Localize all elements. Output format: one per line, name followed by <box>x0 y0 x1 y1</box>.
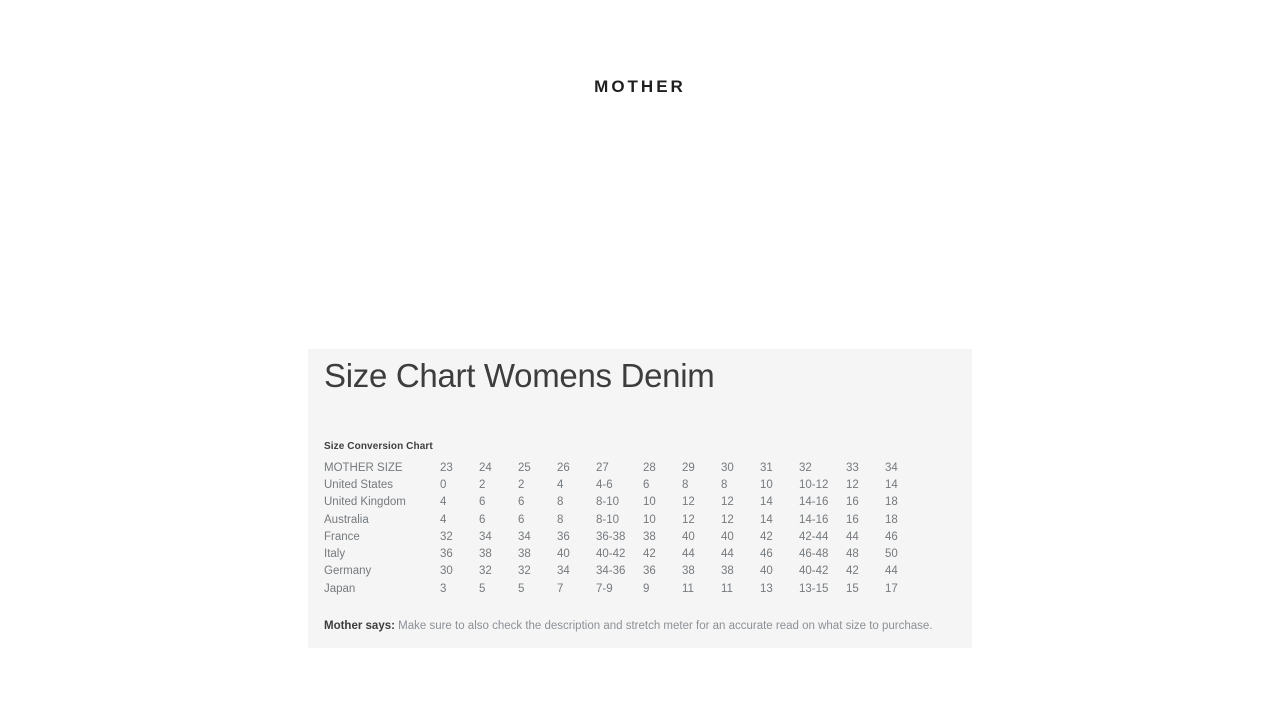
size-value-cell: 8-10 <box>596 496 620 509</box>
size-value-cell: 40 <box>760 565 773 578</box>
table-row <box>324 494 924 511</box>
size-value-cell: 2 <box>518 478 525 491</box>
size-chart-panel <box>308 349 972 648</box>
size-value-cell: 8-10 <box>596 513 620 526</box>
size-value-cell: 5 <box>518 582 525 595</box>
size-value-cell: 8 <box>721 478 728 491</box>
size-value-cell: 12 <box>846 478 859 491</box>
size-value-cell: 9 <box>643 582 650 595</box>
table-row <box>324 511 924 528</box>
row-label-cell: Italy <box>324 548 346 561</box>
size-value-cell: 38 <box>721 565 734 578</box>
size-value-cell: 32 <box>479 565 492 578</box>
size-value-cell: 6 <box>518 513 525 526</box>
size-value-cell: 4-6 <box>596 478 613 491</box>
note-text: Make sure to also check the description and stretch meter for an accurate read on what size to purchase. <box>394 620 933 633</box>
size-value-cell: 46-48 <box>799 548 829 561</box>
table-row <box>324 580 924 597</box>
size-value-cell: 36 <box>557 530 570 543</box>
size-value-cell: 5 <box>479 582 486 595</box>
size-value-cell: 27 <box>596 461 609 474</box>
size-value-cell: 38 <box>643 530 656 543</box>
table-row <box>324 563 924 580</box>
size-value-cell: 40 <box>682 530 695 543</box>
size-value-cell: 14 <box>760 496 773 509</box>
size-value-cell: 6 <box>479 513 486 526</box>
brand-logo: MOTHER <box>594 77 686 96</box>
size-value-cell: 38 <box>518 548 531 561</box>
size-value-cell: 10 <box>760 478 773 491</box>
size-value-cell: 28 <box>643 461 656 474</box>
size-value-cell: 44 <box>721 548 734 561</box>
size-value-cell: 6 <box>518 496 525 509</box>
size-value-cell: 14-16 <box>799 496 829 509</box>
size-value-cell: 32 <box>440 530 453 543</box>
size-value-cell: 42 <box>760 530 773 543</box>
size-value-cell: 34-36 <box>596 565 626 578</box>
size-value-cell: 12 <box>721 513 734 526</box>
size-value-cell: 34 <box>885 461 898 474</box>
mother-says-note <box>324 620 956 632</box>
size-value-cell: 44 <box>682 548 695 561</box>
size-value-cell: 38 <box>682 565 695 578</box>
size-value-cell: 14 <box>885 478 898 491</box>
size-value-cell: 11 <box>682 582 694 595</box>
size-value-cell: 40 <box>721 530 734 543</box>
size-value-cell: 25 <box>518 461 531 474</box>
size-value-cell: 8 <box>557 496 564 509</box>
size-value-cell: 4 <box>440 513 447 526</box>
size-value-cell: 36 <box>440 548 453 561</box>
size-value-cell: 18 <box>885 513 898 526</box>
size-value-cell: 29 <box>682 461 695 474</box>
size-value-cell: 44 <box>885 565 898 578</box>
size-value-cell: 12 <box>721 496 734 509</box>
row-label-cell: United Kingdom <box>324 496 406 509</box>
size-value-cell: 16 <box>846 496 859 509</box>
size-value-cell: 46 <box>885 530 898 543</box>
size-value-cell: 36 <box>643 565 656 578</box>
size-value-cell: 36-38 <box>596 530 626 543</box>
size-value-cell: 15 <box>846 582 859 595</box>
size-conversion-table <box>324 459 924 597</box>
size-value-cell: 10 <box>643 513 656 526</box>
size-value-cell: 12 <box>682 496 695 509</box>
table-row <box>324 459 924 476</box>
size-value-cell: 7-9 <box>596 582 613 595</box>
size-value-cell: 40-42 <box>799 565 829 578</box>
size-value-cell: 34 <box>557 565 570 578</box>
size-value-cell: 42 <box>846 565 859 578</box>
size-value-cell: 18 <box>885 496 898 509</box>
size-value-cell: 14 <box>760 513 773 526</box>
size-value-cell: 42 <box>643 548 656 561</box>
size-value-cell: 7 <box>557 582 564 595</box>
size-value-cell: 40-42 <box>596 548 626 561</box>
size-value-cell: 23 <box>440 461 453 474</box>
size-value-cell: 30 <box>721 461 734 474</box>
note-label: Mother says: <box>324 620 395 633</box>
size-value-cell: 44 <box>846 530 859 543</box>
size-value-cell: 50 <box>885 548 898 561</box>
size-value-cell: 6 <box>479 496 486 509</box>
size-value-cell: 2 <box>479 478 486 491</box>
row-label-cell: Australia <box>324 513 369 526</box>
size-value-cell: 32 <box>799 461 812 474</box>
size-value-cell: 46 <box>760 548 773 561</box>
size-value-cell: 14-16 <box>799 513 829 526</box>
size-value-cell: 3 <box>440 582 447 595</box>
size-conversion-chart-label: Size Conversion Chart <box>324 441 433 452</box>
size-value-cell: 32 <box>518 565 531 578</box>
table-row <box>324 476 924 493</box>
size-value-cell: 38 <box>479 548 492 561</box>
size-value-cell: 40 <box>557 548 570 561</box>
size-value-cell: 31 <box>760 461 773 474</box>
size-value-cell: 13 <box>760 582 773 595</box>
size-value-cell: 26 <box>557 461 570 474</box>
size-value-cell: 33 <box>846 461 859 474</box>
size-value-cell: 10 <box>643 496 656 509</box>
size-value-cell: 10-12 <box>799 478 829 491</box>
size-value-cell: 16 <box>846 513 859 526</box>
row-label-cell: France <box>324 530 360 543</box>
size-value-cell: 17 <box>885 582 898 595</box>
row-label-cell: MOTHER SIZE <box>324 461 403 474</box>
row-label-cell: United States <box>324 478 394 491</box>
size-value-cell: 42-44 <box>799 530 829 543</box>
size-value-cell: 24 <box>479 461 492 474</box>
size-value-cell: 4 <box>440 496 447 509</box>
size-value-cell: 6 <box>643 478 650 491</box>
row-label-cell: Japan <box>324 582 356 595</box>
size-value-cell: 11 <box>721 582 733 595</box>
size-value-cell: 30 <box>440 565 453 578</box>
table-row <box>324 528 924 545</box>
size-value-cell: 8 <box>682 478 689 491</box>
size-value-cell: 0 <box>440 478 447 491</box>
size-value-cell: 34 <box>479 530 492 543</box>
table-body <box>324 459 924 597</box>
row-label-cell: Germany <box>324 565 372 578</box>
size-value-cell: 48 <box>846 548 859 561</box>
size-value-cell: 34 <box>518 530 531 543</box>
table-row <box>324 545 924 562</box>
size-value-cell: 13-15 <box>799 582 829 595</box>
size-value-cell: 4 <box>557 478 564 491</box>
size-value-cell: 8 <box>557 513 564 526</box>
page-title: Size Chart Womens Denim <box>324 357 715 394</box>
size-value-cell: 12 <box>682 513 695 526</box>
